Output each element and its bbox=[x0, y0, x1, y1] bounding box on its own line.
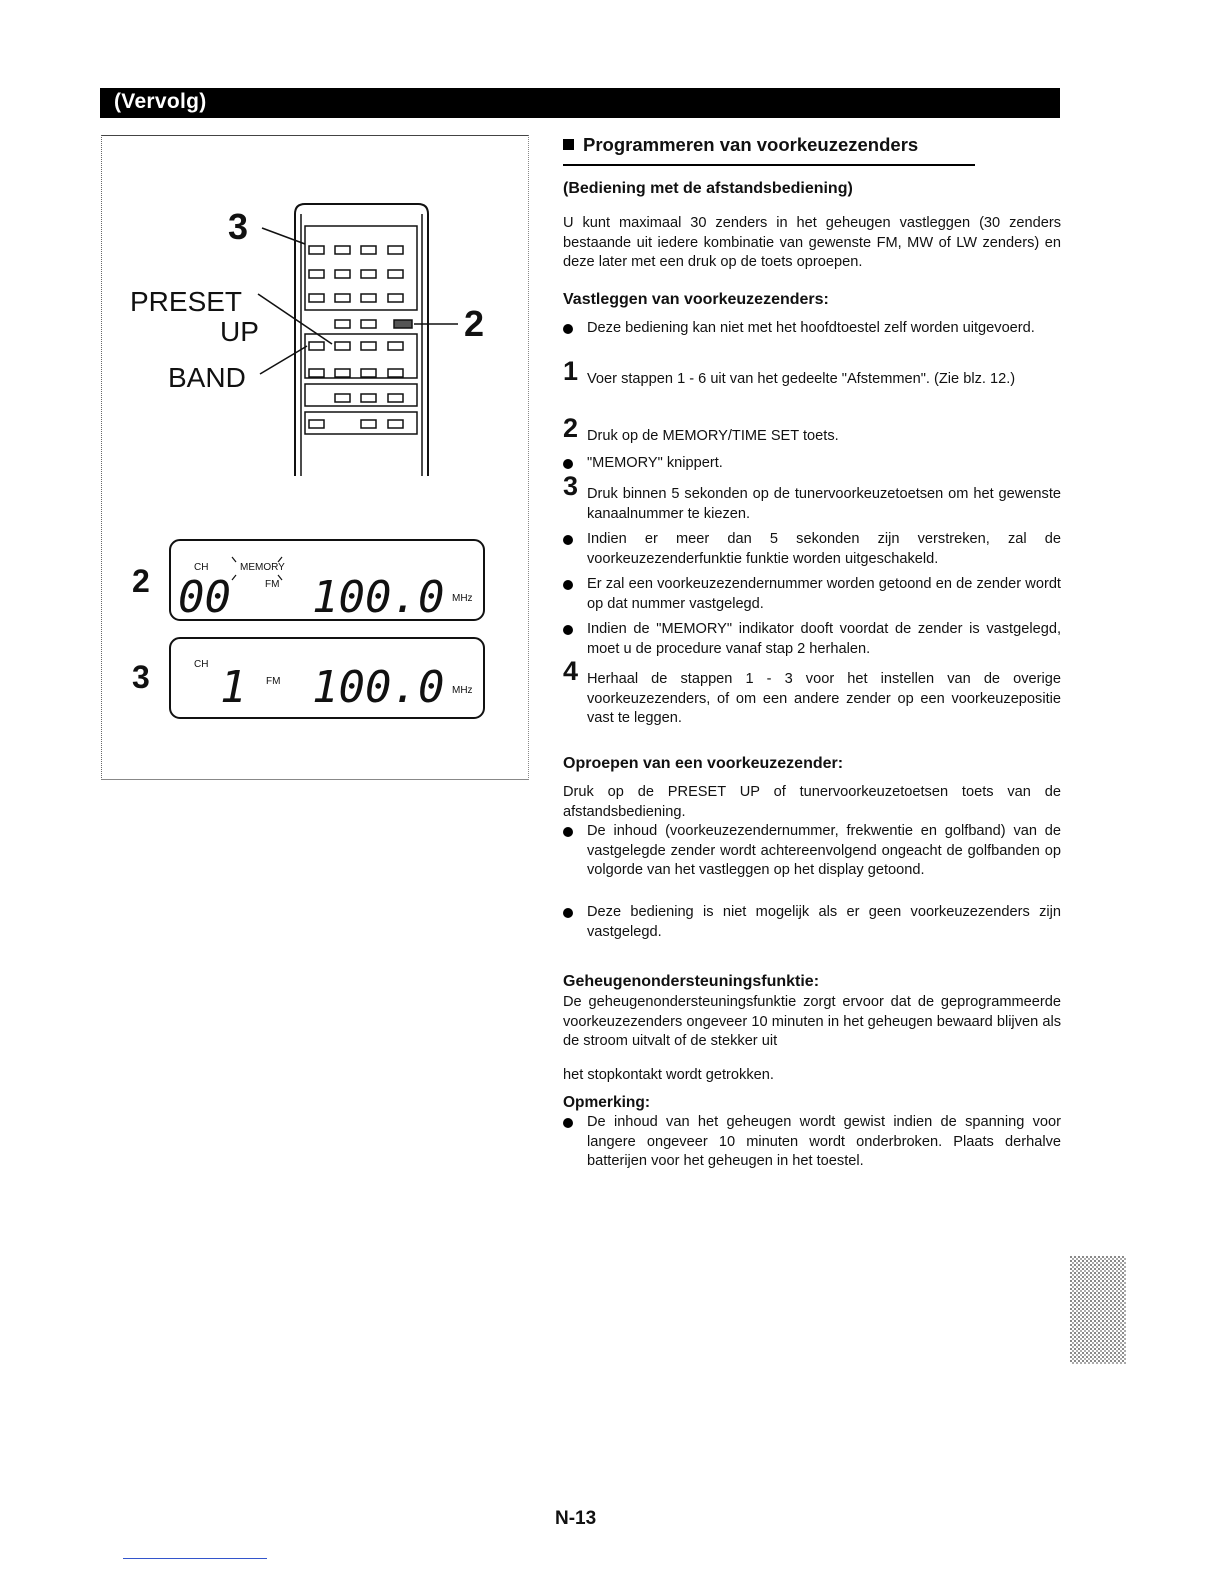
bullet-icon bbox=[563, 459, 573, 469]
recall-note-1: De inhoud (voorkeuzezendernummer, frekwentie en golfband) van de vastgelegde zender wordt achtereenvolgend ongeacht de golfbanden op volgorde van het vastleggen op het display getoond. bbox=[563, 822, 1061, 881]
page-number: N-13 bbox=[555, 1508, 597, 1529]
display-2-channel: 1 bbox=[220, 662, 247, 713]
section-title: Programmeren van voorkeuzezenders bbox=[563, 134, 918, 156]
header-bar bbox=[100, 88, 1060, 118]
step-3-note-2: Er zal een voorkeuzezendernummer worden getoond en de zender wordt op dat nummer vastgelegd. bbox=[563, 575, 1061, 614]
display-2-frequency: 100.0 bbox=[312, 662, 445, 713]
display-2-fm: FM bbox=[266, 676, 281, 687]
step-3-note-1: Indien er meer dan 5 sekonden zijn verstreken, zal de voorkeuzezenderfunktie funktie worden uitgeschakeld. bbox=[563, 530, 1061, 569]
section-title-rule bbox=[563, 164, 975, 166]
backup-paragraph-continued: het stopkontakt wordt getrokken. bbox=[563, 1067, 774, 1083]
display-1-fm: FM bbox=[265, 579, 280, 590]
recall-note-2: Deze bediening is niet mogelijk als er geen voorkeuzezenders zijn vastgelegd. bbox=[563, 903, 1061, 942]
bullet-icon bbox=[563, 535, 573, 545]
remote-control bbox=[295, 204, 428, 476]
remote-buttons bbox=[309, 246, 412, 428]
step-3: 3 Druk binnen 5 sekonden op de tunervoorkeuzetoetsen om het gewenste kanaalnummer te kiezen. bbox=[563, 471, 1061, 522]
store-note: Deze bediening kan niet met het hoofdtoestel zelf worden uitgevoerd. bbox=[563, 319, 1061, 339]
bullet-icon bbox=[563, 625, 573, 635]
scan-dither-pattern bbox=[1070, 1256, 1126, 1364]
backup-heading: Geheugenondersteuningsfunktie: bbox=[563, 973, 820, 990]
footer-rule bbox=[123, 1558, 267, 1559]
up-label: UP bbox=[220, 316, 259, 347]
display-2-unit: MHz bbox=[452, 685, 473, 696]
bullet-icon bbox=[563, 580, 573, 590]
lcd-display-2 bbox=[132, 638, 484, 718]
display-1-ch: CH bbox=[194, 562, 209, 573]
lcd-display-1 bbox=[132, 540, 484, 623]
band-label: BAND bbox=[168, 362, 246, 393]
display-1-channel: 00 bbox=[178, 572, 231, 623]
header-label: (Vervolg) bbox=[114, 90, 207, 113]
bullet-icon bbox=[563, 1118, 573, 1128]
callout-2-remote: 2 bbox=[464, 303, 485, 344]
store-heading: Vastleggen van voorkeuzezenders: bbox=[563, 291, 829, 308]
bullet-icon bbox=[563, 827, 573, 837]
recall-heading: Oproepen van een voorkeuzezender: bbox=[563, 755, 844, 772]
step-3-note-3: Indien de "MEMORY" indikator dooft voordat de zender is vastgelegd, moet u de procedure vanaf stap 2 herhalen. bbox=[563, 620, 1061, 659]
step-2-note: "MEMORY" knippert. bbox=[563, 454, 1061, 474]
display-1-unit: MHz bbox=[452, 593, 473, 604]
square-bullet-icon bbox=[563, 139, 574, 150]
callout-3-remote: 3 bbox=[228, 206, 249, 247]
bullet-icon bbox=[563, 324, 573, 334]
display-2-ch: CH bbox=[194, 659, 209, 670]
display-1-step: 2 bbox=[132, 563, 150, 599]
intro-paragraph: U kunt maximaal 30 zenders in het geheugen vastleggen (30 zenders bestaande uit iedere kombinatie van gewenste FM, MW of LW zenders) en deze later met een druk op de toets oproepen. bbox=[563, 215, 1061, 270]
bullet-icon bbox=[563, 908, 573, 918]
display-1-frequency: 100.0 bbox=[312, 572, 445, 623]
figure-panel bbox=[101, 135, 529, 780]
recall-paragraph: Druk op de PRESET UP of tunervoorkeuzetoetsen toets van de afstandsbediening. bbox=[563, 784, 1061, 820]
step-2: 2 Druk op de MEMORY/TIME SET toets. bbox=[563, 413, 839, 444]
note-text: De inhoud van het geheugen wordt gewist indien de spanning voor langere ongeveer 10 minuten wordt onderbroken. Plaats derhalve batterijen voor het geheugen in het toestel. bbox=[563, 1113, 1061, 1172]
step-1: 1 Voer stappen 1 - 6 uit van het gedeelte "Afstemmen". (Zie blz. 12.) bbox=[563, 356, 1016, 387]
backup-paragraph: De geheugenondersteuningsfunktie zorgt ervoor dat de geprogrammeerde voorkeuzezenders ongeveer 10 minuten in het geheugen bewaard blijven als de stroom uitvalt of de stekker uit bbox=[563, 994, 1061, 1049]
preset-label: PRESET bbox=[130, 286, 243, 317]
note-heading: Opmerking: bbox=[563, 1094, 650, 1111]
display-1-memory: MEMORY bbox=[240, 562, 285, 573]
remote-illustration bbox=[102, 136, 528, 779]
display-2-step: 3 bbox=[132, 659, 150, 695]
section-subtitle: (Bediening met de afstandsbediening) bbox=[563, 180, 853, 197]
step-4: 4 Herhaal de stappen 1 - 3 voor het instellen van de overige voorkeuzezenders, of om een andere zender op een voorkeuzepositie vast te leggen. bbox=[563, 656, 1061, 726]
